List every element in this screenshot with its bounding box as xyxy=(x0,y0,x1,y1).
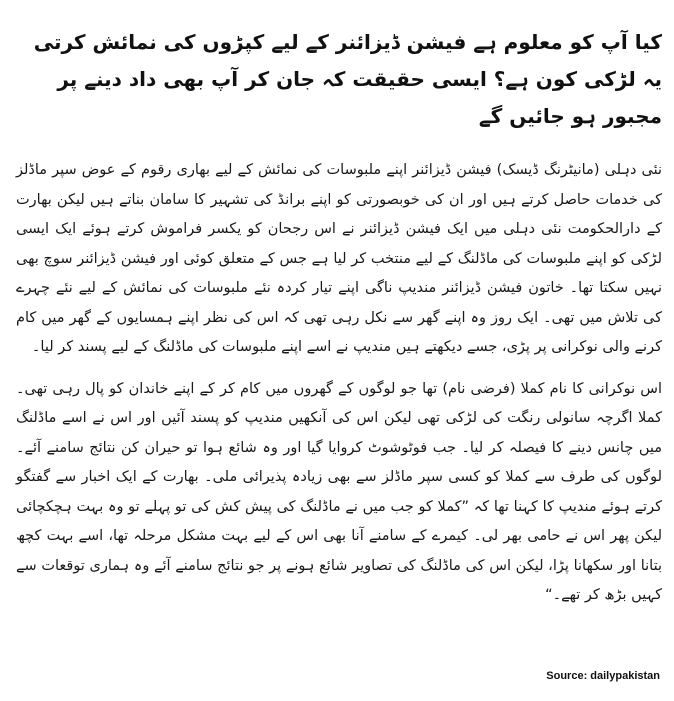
article-paragraph-1: نئی دہلی (مانیٹرنگ ڈیسک) فیشن ڈیزائنر اپنے ملبوسات کی نمائش کے لیے بھاری رقوم کے عوض سپر ماڈلز کی خدمات حاصل کرتے ہیں اور ان کی خوبصورتی کو اپنے برانڈ کی تشہیر کا سامان بناتے ہیں لیکن بھارت کے دارالحکومت نئی دہلی میں ایک فیشن ڈیزائنر نے اس رجحان کو یکسر فراموش کرتے ہوئے ایک ایسی لڑکی کو اپنے ملبوسات کی ماڈلنگ کے لیے منتخب کر لیا ہے جس کے متعلق کوئی اور فیشن ڈیزائنر سوچ بھی نہیں سکتا تھا۔ خاتون فیشن ڈیزائنر مندیپ ناگی اپنے تیار کردہ نئے ملبوسات کی نمائش کے لیے نئے چہرے کی تلاش میں تھی۔ ایک روز وہ اپنے گھر سے نکل رہی تھی کہ اس کی نظر اپنے ہمسایوں کے گھر میں کام کرنے والی نوکرانی پر پڑی، جسے دیکھتے ہیں مندیپ نے اسے اپنے ملبوسات کی ماڈلنگ کے لیے پسند کر لیا۔ xyxy=(16,162,662,355)
source-credit: Source: dailypakistan xyxy=(546,670,660,682)
article-headline: کیا آپ کو معلوم ہے فیشن ڈیزائنر کے لیے کپڑوں کی نمائش کرتی یہ لڑکی کون ہے؟ ایسی حقیقت کہ جان کر آپ بھی داد دینے پر مجبور ہو جائیں گے xyxy=(33,30,662,128)
article-paragraph-2: اس نوکرانی کا نام کملا (فرضی نام) تھا جو لوگوں کے گھروں میں کام کر کے اپنے خاندان کو پال رہی تھی۔ کملا اگرچہ سانولی رنگت کی لڑکی تھی لیکن اس کی آنکھیں مندیپ کو پسند آئیں اور اس نے اسے ماڈلنگ میں چانس دینے کا فیصلہ کر لیا۔ جب فوٹوشوٹ کروایا گیا اور وہ شائع ہوا تو حیران کن نتائج سامنے آئے۔ لوگوں کی طرف سے کملا کو کسی سپر ماڈلز سے بھی زیادہ پذیرائی ملی۔ بھارت کے ایک اخبار سے گفتگو کرتے ہوئے مندیپ کا کہنا تھا کہ ”کملا کو جب میں نے ماڈلنگ کی پیش کش کی تو پہلے تو وہ بہت ہچکچائی لیکن پھر اس نے حامی بھر لی۔ کیمرے کے سامنے آنا بھی اس کے لیے بہت مشکل مرحلہ تھا، اسے بہت کچھ بتانا اور سکھانا پڑا، لیکن اس کی ماڈلنگ کی تصاویر شائع ہونے پر جو نتائج سامنے آئے وہ ہماری توقعات سے کہیں بڑھ کر تھے۔“ xyxy=(16,380,662,603)
